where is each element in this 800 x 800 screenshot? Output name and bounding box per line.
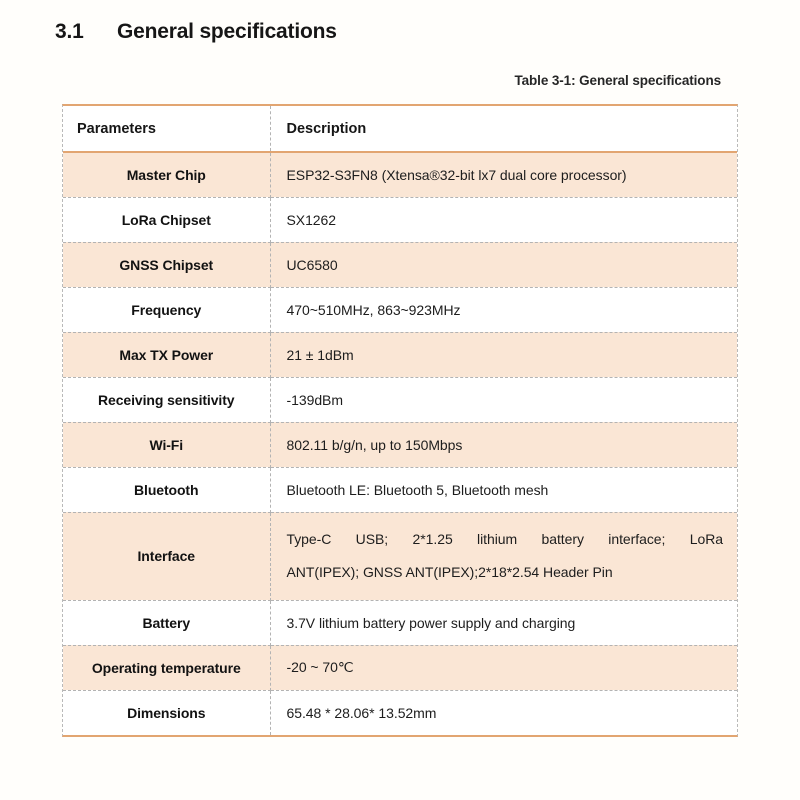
- cell-parameter: GNSS Chipset: [63, 242, 270, 287]
- cell-description: Bluetooth LE: Bluetooth 5, Bluetooth mesh: [270, 467, 737, 512]
- cell-parameter: Dimensions: [63, 690, 270, 735]
- column-header-description: Description: [270, 106, 737, 152]
- page-title: General specifications: [117, 20, 337, 43]
- column-header-parameters: Parameters: [63, 106, 270, 152]
- cell-description: 802.11 b/g/n, up to 150Mbps: [270, 422, 737, 467]
- table-caption: Table 3-1: General specifications: [514, 73, 721, 88]
- cell-description: [270, 512, 737, 600]
- cell-description: 21 ± 1dBm: [270, 332, 737, 377]
- table-row: [63, 512, 737, 600]
- cell-description: SX1262: [270, 197, 737, 242]
- cell-description: 65.48 * 28.06* 13.52mm: [270, 690, 737, 735]
- cell-description: -139dBm: [270, 377, 737, 422]
- table-row: [63, 600, 737, 645]
- table-header: [63, 106, 737, 152]
- table-row: [63, 197, 737, 242]
- cell-parameter: Frequency: [63, 287, 270, 332]
- cell-parameter: Operating temperature: [63, 645, 270, 690]
- table-row: [63, 645, 737, 690]
- cell-description: 470~510MHz, 863~923MHz: [270, 287, 737, 332]
- cell-description: ESP32-S3FN8 (Xtensa®32-bit lx7 dual core processor): [270, 152, 737, 197]
- table-row: [63, 377, 737, 422]
- section-number: 3.1: [55, 20, 84, 43]
- description-line-2: ANT(IPEX); GNSS ANT(IPEX);2*18*2.54 Header Pin: [286, 564, 613, 580]
- table-row: [63, 467, 737, 512]
- table-row: [63, 152, 737, 197]
- table-row: [63, 690, 737, 735]
- cell-parameter: Interface: [63, 512, 270, 600]
- table-row: [63, 422, 737, 467]
- cell-parameter: Receiving sensitivity: [63, 377, 270, 422]
- cell-description: -20 ~ 70℃: [270, 645, 737, 690]
- cell-parameter: Max TX Power: [63, 332, 270, 377]
- cell-parameter: Master Chip: [63, 152, 270, 197]
- description-line-1: Type-C USB; 2*1.25 lithium battery interface; LoRa: [286, 531, 723, 548]
- table-row: [63, 242, 737, 287]
- cell-parameter: Wi-Fi: [63, 422, 270, 467]
- cell-description: 3.7V lithium battery power supply and charging: [270, 600, 737, 645]
- table-row: [63, 332, 737, 377]
- table-body: [63, 152, 737, 735]
- table-row: [63, 287, 737, 332]
- cell-parameter: LoRa Chipset: [63, 197, 270, 242]
- cell-description: UC6580: [270, 242, 737, 287]
- section-heading: [55, 20, 337, 44]
- table-header-row: [63, 106, 737, 152]
- cell-parameter: Bluetooth: [63, 467, 270, 512]
- cell-parameter: Battery: [63, 600, 270, 645]
- specifications-table: [63, 106, 737, 735]
- specifications-table-container: [62, 104, 738, 737]
